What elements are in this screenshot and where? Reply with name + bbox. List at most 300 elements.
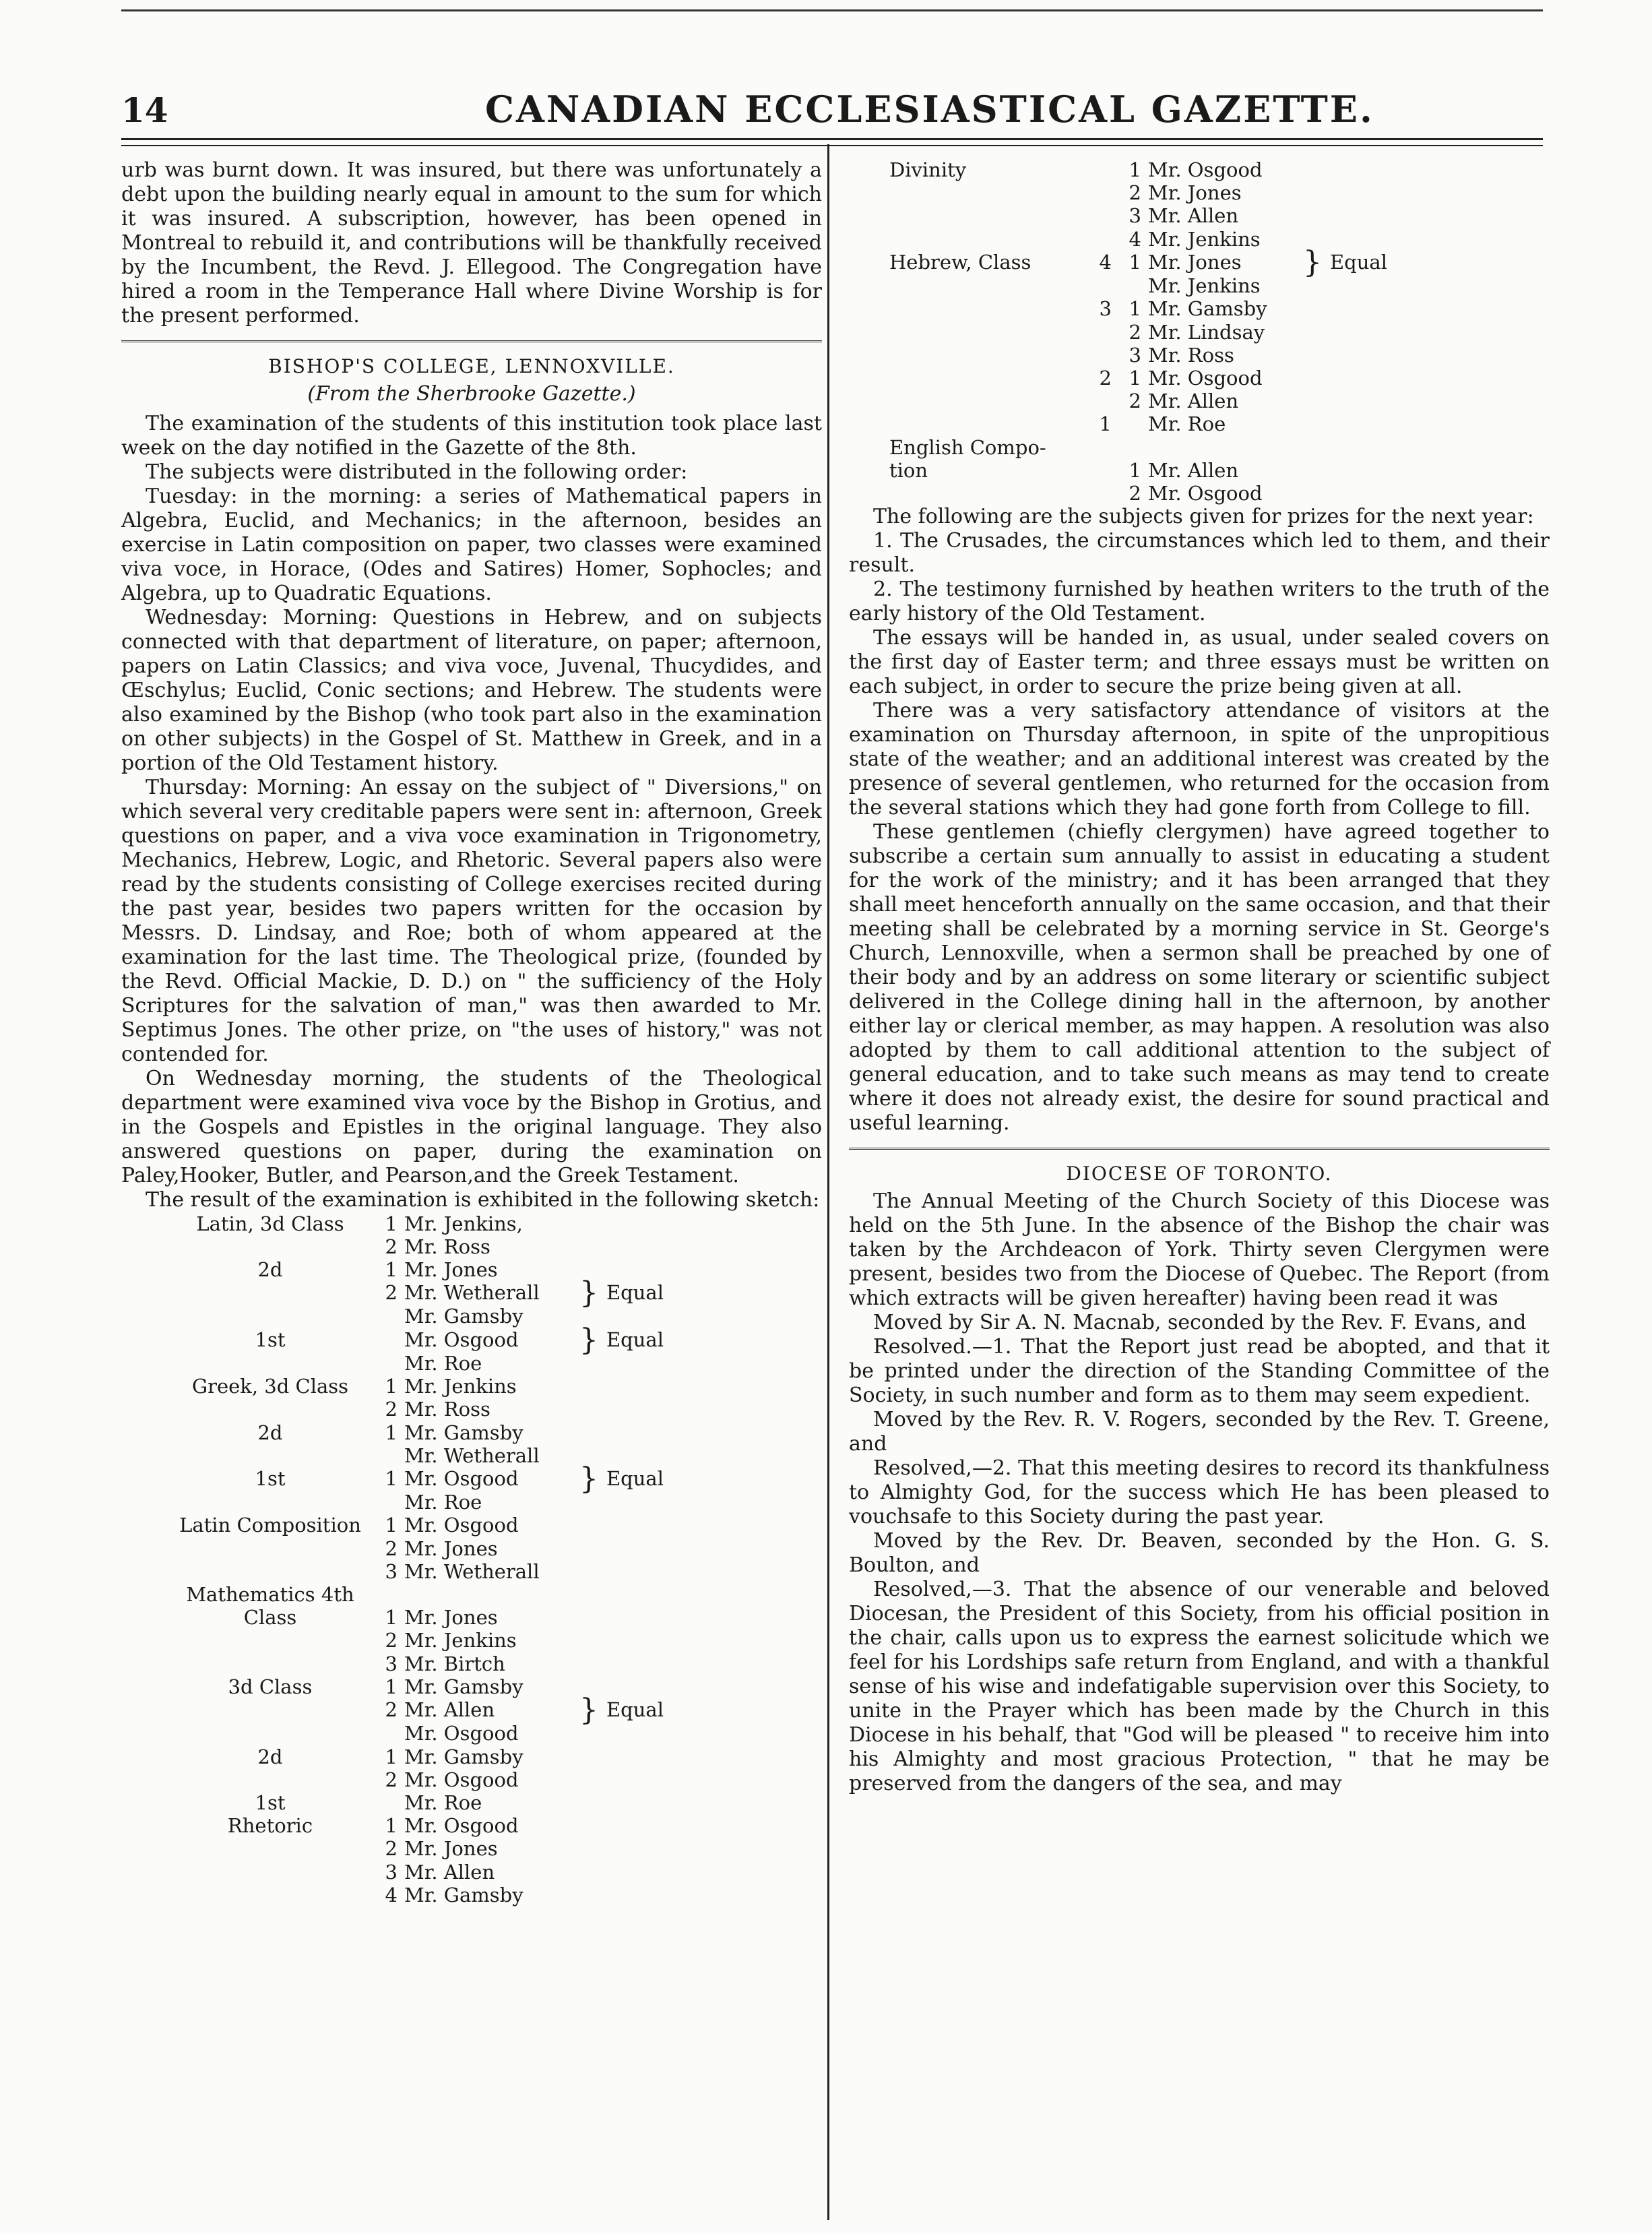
table-row xyxy=(889,412,1411,435)
result-name: Mr. Osgood xyxy=(1148,158,1263,181)
intro-paragraph: urb was burnt down. It was insured, but there was unfortunately a debt upon the building nearly equal in amount to the sum for which it was insured. A subscription, however, has been opened in Montreal to rebuild it, and contributions will be thankfully received by the Incumbent, the Revd. J. Ellegood. The Congregation have hired a room in the Temperance Hall where Divine Worship is for the present performed. xyxy=(121,158,822,328)
result-subject xyxy=(166,1444,375,1467)
result-subject xyxy=(889,344,1091,367)
result-equal xyxy=(606,1814,687,1837)
result-class xyxy=(1091,459,1121,482)
result-name: Mr. Osgood xyxy=(404,1466,519,1490)
result-name: Mr. Gamsby xyxy=(404,1745,523,1768)
table-row xyxy=(166,1444,687,1467)
table-row xyxy=(166,1884,687,1906)
result-name: Mr. Roe xyxy=(404,1491,482,1514)
result-name: Mr. Birtch xyxy=(404,1652,505,1675)
result-brace xyxy=(579,1235,606,1258)
table-row xyxy=(166,1398,687,1421)
table-row xyxy=(166,1722,687,1745)
result-equal xyxy=(1330,459,1411,482)
result-equal xyxy=(1330,412,1411,435)
result-name xyxy=(404,1583,579,1606)
result-equal xyxy=(606,1235,687,1258)
result-name: Mr. Jones xyxy=(404,1837,498,1861)
result-name: Mr. Jones xyxy=(404,1606,498,1630)
result-name: Mr. Ross xyxy=(404,1398,490,1421)
result-rank xyxy=(375,1791,404,1814)
result-subject: 3d Class xyxy=(228,1675,313,1698)
result-rank: 3 xyxy=(385,1860,398,1884)
result-subject xyxy=(166,1629,375,1652)
table-row xyxy=(166,1258,687,1281)
result-equal xyxy=(606,1305,687,1328)
result-brace xyxy=(579,1745,606,1768)
result-class xyxy=(1091,344,1121,367)
result-name: Mr. Ross xyxy=(1148,343,1234,367)
section-source: (From the Sherbrooke Gazette.) xyxy=(307,381,636,406)
table-row xyxy=(889,228,1411,251)
header-rule xyxy=(121,138,1543,146)
results-table-right xyxy=(889,158,1411,505)
result-name: Mr. Jones xyxy=(1148,181,1242,205)
result-rank: 4 xyxy=(1129,227,1141,251)
result-class xyxy=(1091,228,1121,251)
result-class: 2 xyxy=(1099,366,1112,390)
result-rank: 3 xyxy=(385,1652,398,1675)
result-brace: } xyxy=(579,1461,598,1496)
section-heading: BISHOP'S COLLEGE, LENNOXVILLE. xyxy=(268,355,675,377)
result-brace xyxy=(1303,412,1330,435)
result-brace xyxy=(579,1652,606,1675)
results-table-left xyxy=(166,1212,687,1906)
table-row xyxy=(889,158,1411,181)
result-name: Mr. Osgood xyxy=(404,1514,519,1537)
result-equal xyxy=(1330,228,1411,251)
result-name: Mr. Osgood xyxy=(404,1328,519,1351)
table-row xyxy=(166,1675,687,1698)
result-rank: 1 xyxy=(1129,297,1141,321)
paragraph: Moved by the Rev. R. V. Rogers, seconded by the Rev. T. Greene, and xyxy=(849,1407,1550,1456)
table-row xyxy=(166,1745,687,1768)
result-equal xyxy=(1330,390,1411,412)
result-rank xyxy=(1121,412,1148,435)
result-subject xyxy=(166,1352,375,1375)
result-equal xyxy=(1330,482,1411,505)
result-equal xyxy=(1330,344,1411,367)
result-rank: 1 xyxy=(385,1814,398,1838)
result-brace: } xyxy=(1303,245,1322,280)
result-equal xyxy=(606,1837,687,1860)
result-brace xyxy=(1303,459,1330,482)
result-subject xyxy=(166,1722,375,1745)
result-subject xyxy=(889,321,1091,344)
table-row xyxy=(889,297,1411,320)
result-equal xyxy=(606,1722,687,1745)
result-rank: 2 xyxy=(385,1398,398,1421)
result-equal xyxy=(606,1768,687,1791)
table-row xyxy=(889,344,1411,367)
result-rank xyxy=(375,1305,404,1328)
result-subject xyxy=(166,1537,375,1560)
result-brace xyxy=(579,1768,606,1791)
table-row xyxy=(166,1537,687,1560)
table-row xyxy=(166,1491,687,1514)
table-row xyxy=(166,1305,687,1328)
result-rank: 1 xyxy=(385,1466,398,1490)
result-rank: 2 xyxy=(385,1837,398,1861)
result-equal: Equal xyxy=(1330,250,1387,274)
page-title: CANADIAN ECCLESIASTICAL GAZETTE. xyxy=(485,88,1374,131)
result-subject xyxy=(889,412,1091,435)
result-equal xyxy=(606,1352,687,1375)
table-row xyxy=(889,274,1411,297)
result-brace xyxy=(1303,297,1330,320)
table-row xyxy=(166,1328,687,1352)
result-brace xyxy=(579,1791,606,1814)
result-name: Mr. Roe xyxy=(404,1791,482,1814)
result-brace xyxy=(1303,367,1330,390)
result-rank: 2 xyxy=(385,1281,398,1305)
result-subject xyxy=(889,181,1091,204)
result-brace xyxy=(1303,390,1330,412)
result-equal: Equal xyxy=(606,1328,664,1351)
result-subject xyxy=(166,1652,375,1675)
result-equal xyxy=(1330,204,1411,227)
paragraph: Tuesday: in the morning: a series of Mathematical papers in Algebra, Euclid, and Mechanics; in the afternoon, besides an exercise in Latin composition on paper, two classes were examined viva voce, in Horace, (Odes and Satires) Homer, Sophocles; and Algebra, up to Quadratic Equations. xyxy=(121,484,822,605)
result-equal: Equal xyxy=(606,1698,664,1722)
result-name: Mr. Roe xyxy=(404,1351,482,1375)
result-rank: 3 xyxy=(1129,204,1141,228)
result-equal xyxy=(1330,158,1411,181)
result-class xyxy=(1091,390,1121,412)
top-rule xyxy=(121,9,1543,11)
result-equal xyxy=(606,1491,687,1514)
paragraph: Moved by Sir A. N. Macnab, seconded by the Rev. F. Evans, and xyxy=(873,1310,1527,1334)
result-equal xyxy=(606,1514,687,1537)
result-subject xyxy=(889,297,1091,320)
result-subject xyxy=(889,274,1091,297)
table-row xyxy=(889,251,1411,274)
result-brace xyxy=(1303,436,1330,459)
result-subject: tion xyxy=(889,458,928,482)
left-column xyxy=(121,158,822,1906)
result-name: Mr. Allen xyxy=(404,1698,495,1722)
result-equal xyxy=(1330,436,1411,459)
result-name: Mr. Jenkins xyxy=(1148,274,1261,298)
table-row xyxy=(166,1421,687,1444)
result-subject: Greek, 3d Class xyxy=(191,1375,349,1398)
result-name: Mr. Gamsby xyxy=(404,1675,523,1698)
result-name: Mr. Gamsby xyxy=(404,1305,523,1328)
table-row xyxy=(166,1514,687,1537)
result-class xyxy=(1091,436,1121,459)
result-brace xyxy=(579,1837,606,1860)
result-rank: 2 xyxy=(385,1698,398,1722)
result-rank: 1 xyxy=(385,1258,398,1282)
result-rank xyxy=(1121,274,1148,297)
result-subject xyxy=(166,1861,375,1884)
result-subject xyxy=(166,1398,375,1421)
table-row xyxy=(166,1861,687,1884)
result-equal xyxy=(606,1652,687,1675)
table-row xyxy=(166,1698,687,1722)
result-equal xyxy=(1330,181,1411,204)
result-brace xyxy=(579,1212,606,1235)
result-subject: Hebrew, Class xyxy=(889,250,1031,274)
result-subject: 2d xyxy=(257,1745,283,1768)
result-brace xyxy=(579,1606,606,1629)
table-row xyxy=(166,1467,687,1491)
result-name xyxy=(1148,436,1303,459)
result-rank: 1 xyxy=(385,1514,398,1537)
result-name: Mr. Osgood xyxy=(404,1722,519,1745)
result-class xyxy=(1091,204,1121,227)
section-divider xyxy=(849,1148,1550,1152)
paragraph: Thursday: Morning: An essay on the subject of " Diversions," on which several very creditable papers were sent in: afternoon, Greek questions on paper, and a viva voce examination in Trigonometry, Mechanics, Hebrew, Logic, and Rhetoric. Several papers also were read by the students consisting of College exercises recited during the past year, besides two papers written for the occasion by Messrs. D. Lindsay, and Roe; both of whom appeared at the examination for the last time. The Theological prize, (founded by the Revd. Official Mackie, D. D.) on " the sufficiency of the Holy Scriptures for the salvation of man," was then awarded to Mr. Septimus Jones. The other prize, on "the uses of history," was not contended for. xyxy=(121,775,822,1066)
right-column xyxy=(849,158,1550,1796)
result-subject: 2d xyxy=(257,1258,283,1282)
result-subject xyxy=(166,1837,375,1860)
result-equal xyxy=(1330,367,1411,390)
result-equal xyxy=(606,1398,687,1421)
result-rank: 2 xyxy=(1129,181,1141,205)
result-equal xyxy=(606,1791,687,1814)
result-class xyxy=(1091,181,1121,204)
table-row xyxy=(889,482,1411,505)
result-rank: 1 xyxy=(1129,458,1141,482)
result-brace xyxy=(579,1375,606,1398)
section-divider xyxy=(121,340,822,344)
result-subject: 1st xyxy=(255,1328,286,1351)
result-name: Mr. Lindsay xyxy=(1148,320,1265,344)
table-row xyxy=(889,459,1411,482)
result-rank xyxy=(375,1328,404,1352)
result-rank xyxy=(1121,436,1148,459)
result-name: Mr. Roe xyxy=(1148,412,1226,436)
result-rank: 1 xyxy=(385,1745,398,1768)
result-name: Mr. Gamsby xyxy=(1148,297,1267,321)
table-row xyxy=(166,1629,687,1652)
result-rank: 1 xyxy=(385,1212,398,1235)
table-row xyxy=(166,1375,687,1398)
result-rank xyxy=(375,1722,404,1745)
result-brace xyxy=(1303,181,1330,204)
result-subject: Class xyxy=(243,1606,297,1630)
result-rank: 2 xyxy=(385,1235,398,1258)
result-rank: 2 xyxy=(1129,320,1141,344)
table-row xyxy=(166,1791,687,1814)
result-subject: Rhetoric xyxy=(227,1814,313,1838)
table-row xyxy=(889,204,1411,227)
result-subject xyxy=(889,482,1091,505)
result-subject xyxy=(166,1698,375,1722)
result-brace xyxy=(579,1514,606,1537)
paragraph: The Annual Meeting of the Church Society of this Diocese was held on the 5th June. In the absence of the Bishop the chair was taken by the Archdeacon of York. Thirty seven Clergymen were present, besides two from the Diocese of Quebec. The Report (from which extracts will be given hereafter) having been read it was xyxy=(849,1189,1550,1310)
paragraph: 2. The testimony furnished by heathen writers to the truth of the early history of the Old Testament. xyxy=(849,578,1550,626)
result-equal xyxy=(606,1606,687,1629)
result-subject: Latin, 3d Class xyxy=(196,1212,344,1235)
result-equal xyxy=(1330,297,1411,320)
paragraph: There was a very satisfactory attendance of visitors at the examination on Thursday afternoon, in spite of the unpropitious state of the weather; and an additional interest was created by the presence of several gentlemen, who returned for the occasion from the several stations which they had gone forth from College to fill. xyxy=(849,699,1550,820)
result-subject: Mathematics 4th xyxy=(186,1583,354,1606)
result-name: Mr. Osgood xyxy=(1148,366,1263,390)
result-brace xyxy=(579,1629,606,1652)
result-rank: 2 xyxy=(1129,482,1141,505)
result-name: Mr. Wetherall xyxy=(404,1444,540,1467)
result-name: Mr. Ross xyxy=(404,1235,490,1258)
paragraph: Resolved,—3. That the absence of our venerable and beloved Diocesan, the President of this Society, from his official position in the chair, calls upon us to express the earnest solicitude which we feel for his Lordships safe return from England, and with a thankful sense of his wise and indefatigable supervision over this Society, to unite in the Prayer which has been made by the Church in this Diocese in his behalf, that "God will be pleased " to receive him into his Almighty and most gracious Protection, " that he may be preserved from the dangers of the sea, and may xyxy=(849,1577,1550,1795)
result-brace xyxy=(579,1560,606,1583)
column-divider xyxy=(827,144,829,2220)
paragraph: On Wednesday morning, the students of the Theological department were examined viva voce by the Bishop in Grotius, and in the Gospels and Epistles in the original language. They also answered questions on paper, during the examination on Paley,Hooker, Butler, and Pearson,and the Greek Testament. xyxy=(121,1066,822,1187)
result-equal xyxy=(1330,274,1411,297)
result-subject xyxy=(166,1884,375,1906)
paragraph: The essays will be handed in, as usual, under sealed covers on the first day of Easter term; and three essays must be written on each subject, in order to secure the prize being given at all. xyxy=(849,626,1550,699)
table-row xyxy=(889,367,1411,390)
result-brace xyxy=(579,1583,606,1606)
result-equal xyxy=(606,1258,687,1281)
result-subject xyxy=(889,228,1091,251)
result-subject xyxy=(166,1305,375,1328)
table-row xyxy=(889,321,1411,344)
result-subject xyxy=(166,1560,375,1583)
result-rank xyxy=(375,1444,404,1467)
result-equal xyxy=(606,1537,687,1560)
result-equal xyxy=(606,1560,687,1583)
result-rank: 2 xyxy=(385,1629,398,1652)
result-equal: Equal xyxy=(606,1281,664,1305)
result-rank: 1 xyxy=(385,1606,398,1630)
table-row xyxy=(166,1281,687,1305)
result-subject: English Compo- xyxy=(889,435,1046,459)
result-rank xyxy=(375,1352,404,1375)
result-rank: 1 xyxy=(385,1375,398,1398)
paragraph: The subjects were distributed in the following order: xyxy=(146,460,688,484)
result-name: Mr. Jones xyxy=(404,1537,498,1560)
result-rank: 2 xyxy=(385,1768,398,1791)
result-name: Mr. Allen xyxy=(404,1860,495,1884)
paragraph: The result of the examination is exhibited in the following sketch: xyxy=(146,1187,820,1212)
result-rank: 1 xyxy=(385,1675,398,1698)
table-row xyxy=(166,1583,687,1606)
table-row xyxy=(166,1768,687,1791)
result-class xyxy=(1091,321,1121,344)
result-name: Mr. Jenkins xyxy=(1148,227,1261,251)
result-rank: 1 xyxy=(385,1421,398,1444)
result-name: Mr. Osgood xyxy=(1148,482,1263,505)
result-subject: Divinity xyxy=(889,158,967,181)
result-subject: Latin Composition xyxy=(179,1514,361,1537)
result-brace xyxy=(1303,158,1330,181)
result-rank: 2 xyxy=(385,1537,398,1560)
paragraph: Resolved,—2. That this meeting desires to record its thankfulness to Almighty God, for the success which He has been pleased to vouchsafe to this Society during the past year. xyxy=(849,1456,1550,1528)
result-subject xyxy=(889,367,1091,390)
result-equal xyxy=(606,1421,687,1444)
result-rank xyxy=(375,1583,404,1606)
result-name: Mr. Gamsby xyxy=(404,1421,523,1444)
result-brace xyxy=(1303,321,1330,344)
result-subject: 2d xyxy=(257,1421,283,1444)
paragraph: Wednesday: Morning: Questions in Hebrew, and on subjects connected with that department of literature, on paper; afternoon, papers on Latin Classics; and viva voce, Juvenal, Thucydides, and Œschylus; Euclid, Conic sections; and Hebrew. The students were also examined by the Bishop (who took part also in the examination on other subjects) in the Gospel of St. Matthew in Greek, and in a portion of the Old Testament history. xyxy=(121,605,822,775)
result-class xyxy=(1091,158,1121,181)
result-equal xyxy=(606,1583,687,1606)
table-row xyxy=(889,181,1411,204)
result-class: 1 xyxy=(1099,412,1112,436)
result-name: Mr. Wetherall xyxy=(404,1559,540,1583)
page-number: 14 xyxy=(121,90,168,130)
result-name: Mr. Osgood xyxy=(404,1814,519,1838)
table-row xyxy=(166,1814,687,1837)
paragraph: Moved by the Rev. Dr. Beaven, seconded by the Hon. G. S. Boulton, and xyxy=(849,1528,1550,1577)
result-brace: } xyxy=(579,1276,598,1311)
result-name: Mr. Jones xyxy=(1148,250,1242,274)
result-class: 3 xyxy=(1099,297,1112,321)
result-equal xyxy=(606,1861,687,1884)
result-rank xyxy=(375,1491,404,1514)
result-rank: 1 xyxy=(1129,158,1141,181)
result-subject: 1st xyxy=(255,1791,286,1814)
result-class xyxy=(1091,274,1121,297)
result-brace xyxy=(579,1814,606,1837)
section-heading: DIOCESE OF TORONTO. xyxy=(1066,1162,1333,1185)
paragraph: These gentlemen (chiefly clergymen) have agreed together to subscribe a certain sum annually to assist in educating a student for the work of the ministry; and it has been arranged that they shall meet henceforth annually on the same occasion, and that their meeting shall be celebrated by a morning service in St. George's Church, Lennoxville, when a sermon shall be preached by one of their body and by an address on some literary or scientific subject delivered in the College dining hall in the afternoon, by another either lay or clerical member, as may happen. A resolution was also adopted by them to call additional attention to the subject of general education, and to take such means as may tend to create where it does not already exist, the desire for sound practical and useful learning. xyxy=(849,820,1550,1136)
result-brace xyxy=(579,1884,606,1906)
result-name: Mr. Wetherall xyxy=(404,1281,540,1305)
table-row xyxy=(166,1837,687,1860)
result-equal xyxy=(606,1212,687,1235)
result-rank: 2 xyxy=(1129,390,1141,413)
result-brace xyxy=(579,1398,606,1421)
result-name: Mr. Allen xyxy=(1148,204,1239,228)
result-rank: 3 xyxy=(1129,343,1141,367)
result-equal xyxy=(606,1745,687,1768)
table-row xyxy=(166,1652,687,1675)
result-brace xyxy=(579,1537,606,1560)
result-name: Mr. Jenkins xyxy=(404,1375,517,1398)
result-name: Mr. Gamsby xyxy=(404,1883,523,1906)
table-row xyxy=(166,1235,687,1258)
result-equal xyxy=(606,1444,687,1467)
result-subject xyxy=(166,1768,375,1791)
result-brace xyxy=(579,1421,606,1444)
result-name: Mr. Allen xyxy=(1148,458,1239,482)
result-brace xyxy=(1303,344,1330,367)
result-brace: } xyxy=(579,1693,598,1728)
result-equal xyxy=(606,1884,687,1906)
result-brace xyxy=(579,1861,606,1884)
table-row xyxy=(166,1560,687,1583)
result-brace: } xyxy=(579,1322,598,1357)
result-name: Mr. Jenkins xyxy=(404,1629,517,1652)
result-class xyxy=(1091,482,1121,505)
table-row xyxy=(166,1352,687,1375)
result-subject xyxy=(166,1491,375,1514)
result-equal xyxy=(1330,321,1411,344)
result-equal xyxy=(606,1375,687,1398)
result-name: Mr. Osgood xyxy=(404,1768,519,1791)
result-subject xyxy=(166,1235,375,1258)
result-rank: 3 xyxy=(385,1559,398,1583)
result-subject: 1st xyxy=(255,1466,286,1490)
table-row xyxy=(889,390,1411,412)
result-equal: Equal xyxy=(606,1466,664,1490)
result-name: Mr. Jones xyxy=(404,1258,498,1282)
result-subject xyxy=(889,204,1091,227)
result-equal xyxy=(606,1629,687,1652)
result-equal xyxy=(606,1675,687,1698)
result-rank: 1 xyxy=(1129,366,1141,390)
result-name: Mr. Allen xyxy=(1148,390,1239,413)
paragraph: The following are the subjects given for prizes for the next year: xyxy=(873,505,1534,529)
paragraph: Resolved.—1. That the Report just read be abopted, and that it be printed under the direction of the Standing Committee of the Society, in such number and form as to them may seem expedient. xyxy=(849,1334,1550,1407)
paragraph: The examination of the students of this institution took place last week on the day notified in the Gazette of the 8th. xyxy=(121,411,822,460)
result-name: Mr. Jenkins, xyxy=(404,1212,523,1235)
